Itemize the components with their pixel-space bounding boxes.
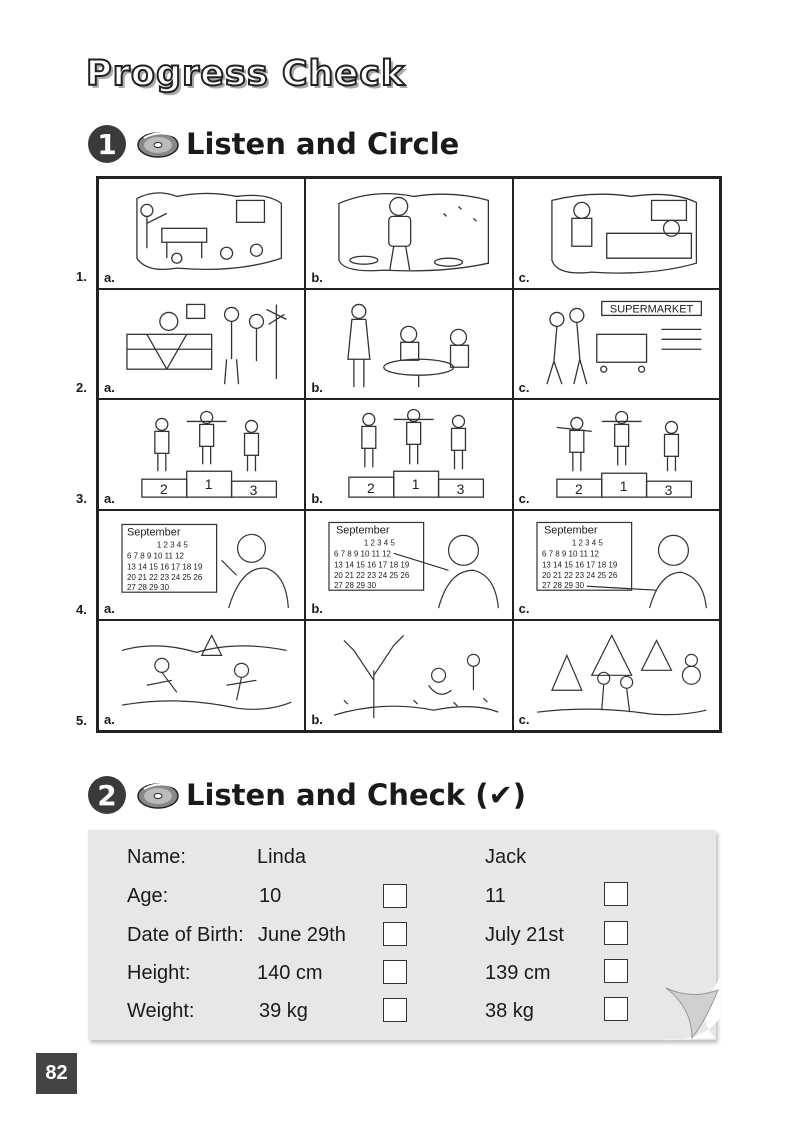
linda-birth-checkbox[interactable]: [383, 922, 407, 946]
winter-snow-illustration: [532, 627, 711, 724]
option-2b[interactable]: [305, 289, 512, 400]
calendar-week: 6 7 8 9 10 11 12: [126, 551, 184, 561]
option-2c[interactable]: [513, 289, 720, 400]
option-2a[interactable]: [98, 289, 305, 400]
page-curl-decoration: [662, 978, 720, 1042]
jack-age-checkbox[interactable]: [604, 882, 628, 906]
calendar-month: September: [336, 524, 390, 537]
jack-birth: July 21st: [485, 924, 564, 946]
option-letter: c.: [518, 601, 530, 617]
podium-place-3: 3: [456, 481, 465, 498]
classroom-illustration: [117, 185, 296, 282]
podium-place-3: 3: [664, 482, 673, 499]
jack-height-checkbox[interactable]: [604, 959, 628, 983]
astronaut-illustration: [324, 185, 503, 282]
option-5c[interactable]: [513, 620, 720, 731]
linda-height-checkbox[interactable]: [383, 960, 407, 984]
section-number-badge: 1: [88, 125, 126, 163]
autumn-leaves-illustration: [324, 627, 503, 724]
option-letter: b.: [311, 490, 323, 506]
cd-icon: [136, 779, 182, 811]
row-number: 5.: [76, 713, 87, 728]
child-name-jack: Jack: [485, 846, 527, 868]
option-letter: c.: [518, 490, 530, 506]
option-letter: a.: [104, 380, 115, 396]
option-5a[interactable]: [98, 620, 305, 731]
podium-place-1: 1: [619, 478, 628, 495]
jack-weight: 38 kg: [485, 1000, 534, 1022]
option-letter: b.: [311, 380, 323, 396]
family-at-table-illustration: [324, 296, 503, 393]
row-number: 1.: [76, 269, 87, 284]
jack-height: 139 cm: [485, 962, 551, 984]
option-3b[interactable]: [305, 399, 512, 510]
section1-header: [88, 122, 459, 166]
section-title: Listen and Circle: [186, 127, 460, 161]
sick-in-bed-illustration: [532, 185, 711, 282]
podium-place-1: 1: [412, 476, 420, 493]
option-letter: a.: [104, 269, 115, 285]
podium-place-3: 3: [249, 482, 258, 499]
section2-header: [88, 773, 526, 817]
name-label: Name:: [127, 846, 186, 868]
section-title: Listen and Check (✔): [186, 778, 526, 812]
calendar-week: 6 7 8 9 10 11 12: [541, 549, 599, 559]
option-letter: b.: [311, 269, 323, 285]
option-4a[interactable]: [98, 510, 305, 621]
calendar-week: 13 14 15 16 17 18 19: [541, 560, 617, 570]
calendar-month: September: [543, 524, 598, 537]
option-letter: c.: [518, 269, 530, 285]
calendar-week: 6 7 8 9 10 11 12: [334, 549, 392, 559]
row-label-age: Age:: [127, 885, 169, 907]
calendar-week: 1 2 3 4 5: [364, 538, 396, 548]
podium-illustration: [324, 406, 503, 503]
option-letter: a.: [104, 711, 115, 727]
kids-at-fence-illustration: [117, 296, 296, 393]
page-number: 82: [36, 1053, 77, 1094]
row-label-height: Height:: [127, 962, 191, 984]
child-name-linda: Linda: [257, 846, 306, 868]
calendar-illustration: [324, 517, 503, 614]
podium-place-1: 1: [204, 476, 213, 493]
linda-birth: June 29th: [258, 924, 346, 946]
option-3a[interactable]: [98, 399, 305, 510]
calendar-month: September: [126, 526, 181, 539]
calendar-illustration: [117, 517, 296, 614]
calendar-week: 1 2 3 4 5: [156, 540, 188, 550]
option-4c[interactable]: [513, 510, 720, 621]
option-1b[interactable]: [305, 178, 512, 289]
option-4b[interactable]: [305, 510, 512, 621]
linda-weight-checkbox[interactable]: [383, 998, 407, 1022]
option-letter: b.: [311, 711, 323, 727]
option-letter: c.: [518, 711, 530, 727]
option-letter: c.: [518, 380, 530, 396]
podium-illustration: [117, 406, 296, 503]
option-1c[interactable]: [513, 178, 720, 289]
calendar-illustration: [532, 517, 711, 614]
jack-weight-checkbox[interactable]: [604, 997, 628, 1021]
linda-age-checkbox[interactable]: [383, 884, 407, 908]
calendar-week: 20 21 22 23 24 25 26: [126, 573, 203, 583]
calendar-week: 27 28 29 30: [541, 581, 584, 591]
calendar-week: 27 28 29 30: [126, 583, 170, 593]
podium-place-2: 2: [367, 480, 376, 497]
jack-birth-checkbox[interactable]: [604, 921, 628, 945]
calendar-week: 20 21 22 23 24 25 26: [334, 571, 410, 581]
option-1a[interactable]: [98, 178, 305, 289]
kids-playing-illustration: [117, 627, 296, 724]
row-number: 4.: [76, 602, 87, 617]
supermarket-sign: SUPERMARKET: [609, 303, 693, 316]
calendar-week: 20 21 22 23 24 25 26: [541, 571, 617, 581]
row-number: 3.: [76, 491, 87, 506]
podium-place-2: 2: [574, 481, 583, 498]
option-letter: a.: [104, 490, 115, 506]
podium-illustration: [532, 406, 711, 503]
page-title: Progress Check: [86, 54, 406, 94]
option-3c[interactable]: [513, 399, 720, 510]
option-letter: b.: [311, 601, 323, 617]
row-label-birth: Date of Birth:: [127, 924, 244, 946]
cd-icon: [136, 128, 182, 160]
linda-height: 140 cm: [257, 962, 323, 984]
linda-age: 10: [259, 885, 282, 907]
row-number: 2.: [76, 380, 87, 395]
option-letter: a.: [104, 601, 115, 617]
calendar-week: 1 2 3 4 5: [571, 538, 603, 548]
podium-place-2: 2: [159, 481, 168, 498]
section-number-badge: 2: [88, 776, 126, 814]
calendar-week: 27 28 29 30: [334, 581, 377, 591]
picture-grid: [96, 176, 722, 733]
jack-age: 11: [485, 885, 506, 907]
calendar-week: 13 14 15 16 17 18 19: [126, 562, 203, 572]
option-5b[interactable]: [305, 620, 512, 731]
calendar-week: 13 14 15 16 17 18 19: [334, 560, 410, 570]
supermarket-illustration: [532, 296, 711, 393]
linda-weight: 39 kg: [259, 1000, 308, 1022]
row-label-weight: Weight:: [127, 1000, 195, 1022]
